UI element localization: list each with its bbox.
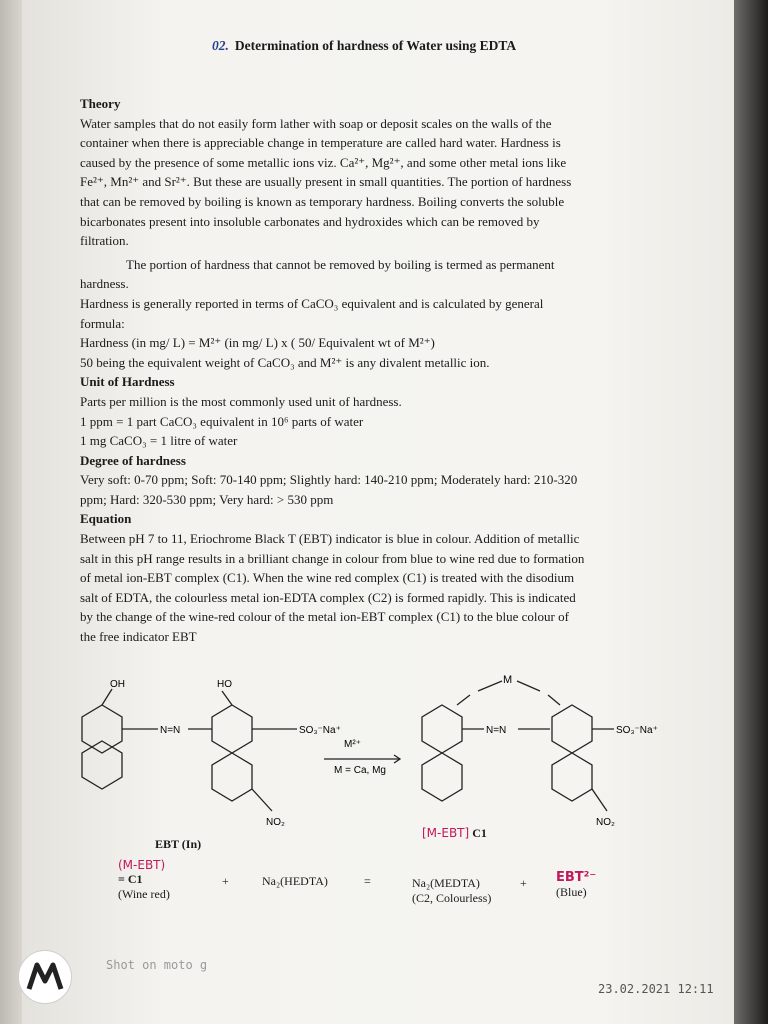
section-number: 02.	[212, 38, 229, 53]
theory-paragraph-2	[80, 255, 664, 294]
theory-section	[80, 94, 664, 647]
theory-paragraph-1	[80, 114, 664, 251]
sulfonate-label: SO₃⁻Na⁺	[299, 725, 341, 736]
text-line: Hardness is generally reported in terms of CaCO₃ equivalent and is calculated by general	[80, 295, 544, 311]
free-ebt	[556, 870, 596, 900]
theory-heading: Theory	[80, 96, 121, 111]
page-shadow-right	[734, 0, 768, 1024]
text-line: salt in this pH range results in a brilliant change in colour from blue to wine red due to formation	[80, 550, 585, 566]
date-watermark: 23.02.2021 12:11	[598, 982, 714, 996]
text-line: formula:	[80, 315, 125, 331]
ho-label: HO	[217, 679, 232, 690]
arrow-bottom-label: M = Ca, Mg	[334, 765, 386, 776]
text-line: hardness.	[80, 276, 129, 292]
title-text: Determination of hardness of Water using EDTA	[234, 38, 517, 53]
text-line: of metal ion-EBT complex (C1). When the wine red complex (C1) is treated with the disodium	[80, 570, 575, 586]
azo-label-complex: N=N	[486, 725, 507, 736]
degree-section	[80, 470, 664, 509]
c1-structure-label	[422, 826, 487, 841]
nitro-label-complex: NO₂	[596, 817, 615, 828]
equation-section	[80, 529, 664, 647]
product-text: Na₂(MEDTA)	[412, 876, 480, 890]
text-line: Fe²⁺, Mn²⁺ and Sr²⁺. But these are usually present in small quantities. The portion of hardness	[80, 174, 572, 190]
text-line: 50 being the equivalent weight of CaCO₃ and M²⁺ is any divalent metallic ion.	[80, 354, 490, 370]
text-line: the free indicator EBT	[80, 629, 197, 645]
text-line: ppm; Hard: 320-530 ppm; Very hard: > 530 ppm	[80, 491, 334, 507]
c1-reactant	[118, 858, 170, 902]
text-line: by the change of the wine-red colour of the metal ion-EBT complex (C1) to the blue colour of	[80, 609, 569, 625]
c1-label: C1	[472, 826, 487, 840]
plus-sign: +	[222, 874, 229, 888]
nitro-label: NO₂	[266, 817, 285, 828]
handwritten-annotation: (M-EBT)	[118, 858, 166, 872]
text-line: Water samples that do not easily form lather with soap or deposit scales on the walls of the	[80, 115, 552, 131]
reagent-label: Na₂(HEDTA)	[262, 874, 328, 888]
c1-colour: (Wine red)	[118, 887, 170, 901]
motorola-logo	[18, 950, 72, 1004]
unit-section	[80, 392, 664, 451]
text-line: The portion of hardness that cannot be removed by boiling is termed as permanent	[126, 256, 555, 272]
ebt-text: EBT²⁻	[556, 870, 597, 885]
formula-line: Hardness (in mg/ L) = M²⁺ (in mg/ L) x ( 50/ Equivalent wt of M²⁺)	[80, 335, 435, 351]
azo-label: N=N	[160, 725, 181, 736]
degree-heading: Degree of hardness	[80, 452, 186, 468]
sulfonate-label-complex: SO₃⁻Na⁺	[616, 725, 658, 736]
text-line: filtration.	[80, 233, 129, 249]
ebt-colour: (Blue)	[556, 885, 587, 899]
equation-heading: Equation	[80, 511, 132, 527]
camera-watermark: Shot on moto g	[106, 958, 208, 972]
text-line: 1 mg CaCO₃ = 1 litre of water	[80, 433, 238, 449]
text-line: caused by the presence of some metallic ions viz. Ca²⁺, Mg²⁺, and some other metal ions like	[80, 154, 567, 170]
c1-text: = C1	[118, 872, 143, 886]
theory-paragraph-3	[80, 294, 664, 372]
product-colour: (C2, Colourless)	[412, 891, 492, 905]
text-line: that can be removed by boiling is known as temporary hardness. Boiling converts the soluble	[80, 193, 565, 209]
reaction-diagram	[62, 665, 702, 845]
plus-sign: +	[520, 876, 527, 890]
text-line: Parts per million is the most commonly used unit of hardness.	[80, 393, 402, 409]
document-page	[22, 0, 734, 1024]
text-line: Between pH 7 to 11, Eriochrome Black T (EBT) indicator is blue in colour. Addition of metallic	[80, 531, 580, 547]
text-line: Very soft: 0-70 ppm; Soft: 70-140 ppm; Slightly hard: 140-210 ppm; Moderately hard: 210-320	[80, 472, 578, 488]
arrow-top-label: M²⁺	[344, 739, 361, 750]
text-line: container when there is appreciable change in temperature are called hard water. Hardness is	[80, 135, 561, 151]
ebt-label: EBT (In)	[155, 837, 202, 851]
logo-icon	[19, 951, 71, 1003]
page-shadow-left	[0, 0, 22, 1024]
text-line: 1 ppm = 1 part CaCO₃ equivalent in 10⁶ parts of water	[80, 413, 364, 429]
text-line: bicarbonates present into insoluble carbonates and hydroxides which can be removed by	[80, 213, 540, 229]
metal-label: M	[503, 674, 513, 686]
handwritten-annotation: [M-EBT]	[422, 826, 470, 840]
unit-heading: Unit of Hardness	[80, 374, 175, 390]
equals-sign: =	[364, 874, 371, 888]
oh-label: OH	[110, 679, 125, 690]
product-c2	[412, 876, 491, 906]
page-title	[212, 38, 516, 54]
text-line: salt of EDTA, the colourless metal ion-EDTA complex (C2) is formed rapidly. This is indicated	[80, 589, 576, 605]
